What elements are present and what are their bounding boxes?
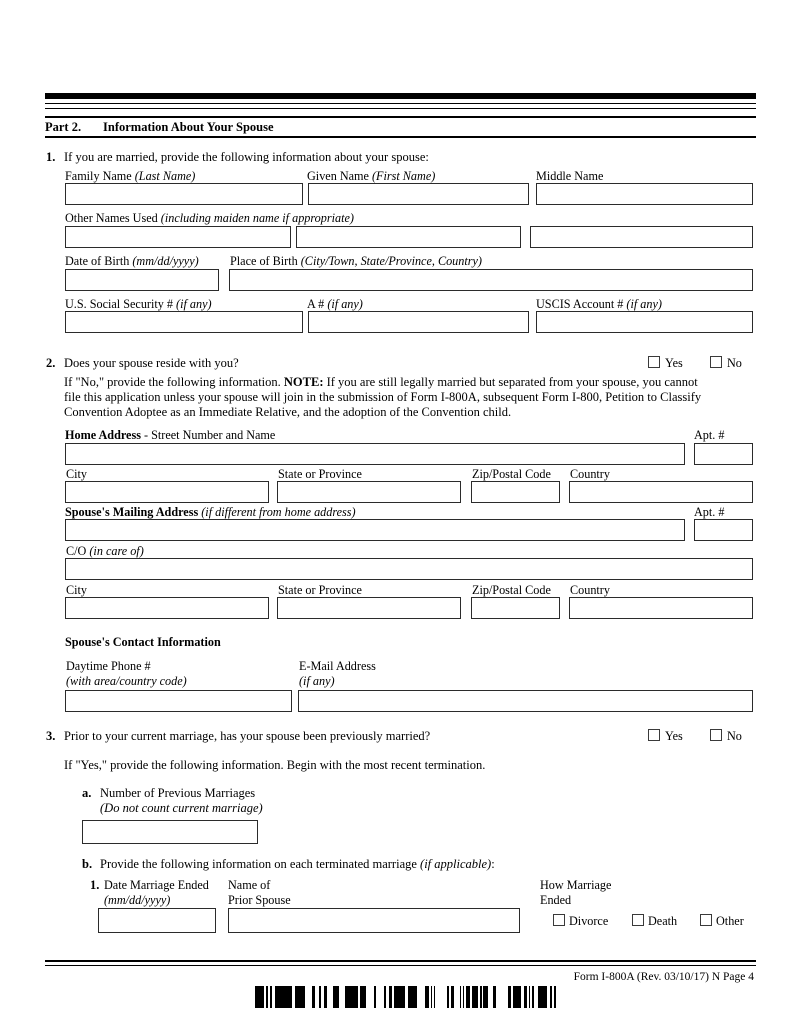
input-mailing-country[interactable] <box>569 597 753 619</box>
question-2-number: 2. <box>46 356 56 370</box>
input-home-country[interactable] <box>569 481 753 503</box>
checkbox-q3-yes[interactable] <box>648 729 660 741</box>
input-mailing-state[interactable] <box>277 597 461 619</box>
input-other-names-3[interactable] <box>530 226 753 248</box>
label-mailing-country: Country <box>570 583 610 597</box>
question-2-note-line-2: file this application unless your spouse will join in the submission of Form I-800A, subsequent Form I-800, Petition to Classify <box>64 390 702 404</box>
header-thin-rule-1 <box>45 103 756 104</box>
label-family-name-plain: Family Name <box>65 169 132 183</box>
input-a-number[interactable] <box>308 311 529 333</box>
label-q3-yes: Yes <box>665 729 683 743</box>
part-header <box>45 120 756 134</box>
input-uscis-account[interactable] <box>536 311 753 333</box>
question-3b-text-plain: Provide the following information on each terminated marriage <box>100 857 421 871</box>
input-other-names-2[interactable] <box>296 226 521 248</box>
label-mailing-address-bold: Spouse's Mailing Address <box>65 505 199 519</box>
part-number: Part 2. <box>45 120 82 134</box>
label-home-address-bold: Home Address <box>65 428 141 442</box>
label-ssn-italic: (if any) <box>176 297 212 311</box>
question-3-number: 3. <box>46 729 56 743</box>
footer-rule-bottom <box>45 965 756 966</box>
question-2-note-line-3: Convention Adoptee as an Immediate Relative, and the adoption of the Convention child. <box>64 405 512 419</box>
q2-note-bold: NOTE: <box>283 375 324 389</box>
input-home-apt[interactable] <box>694 443 753 465</box>
label-mailing-address <box>65 505 356 519</box>
label-home-zip: Zip/Postal Code <box>472 467 551 481</box>
input-given-name[interactable] <box>308 183 529 205</box>
footer-form-reference: Form I-800A (Rev. 03/10/17) N Page 4 <box>573 971 754 983</box>
label-date-of-birth-plain: Date of Birth <box>65 254 130 268</box>
label-place-of-birth-plain: Place of Birth <box>230 254 298 268</box>
label-daytime-phone-italic: (with area/country code) <box>66 674 187 688</box>
input-mailing-city[interactable] <box>65 597 269 619</box>
label-how-marriage: How Marriage <box>540 878 612 892</box>
label-ssn-plain: U.S. Social Security # <box>65 297 173 311</box>
checkbox-q3-no[interactable] <box>710 729 722 741</box>
question-3a-line-1: Number of Previous Marriages <box>100 786 256 800</box>
heading-spouse-contact: Spouse's Contact Information <box>65 635 221 649</box>
label-mailing-address-italic: (if different from home address) <box>201 505 356 519</box>
label-home-address <box>65 428 275 442</box>
input-date-marriage-ended[interactable] <box>98 908 216 933</box>
input-home-city[interactable] <box>65 481 269 503</box>
label-other: Other <box>716 914 744 928</box>
label-uscis-account-italic: (if any) <box>626 297 662 311</box>
label-home-country: Country <box>570 467 610 481</box>
question-3b-text <box>100 857 495 873</box>
input-daytime-phone[interactable] <box>65 690 292 712</box>
label-other-names-plain: Other Names Used <box>65 211 158 225</box>
label-q2-yes: Yes <box>665 356 683 370</box>
question-3-text: Prior to your current marriage, has your spouse been previously married? <box>64 729 431 743</box>
input-ssn[interactable] <box>65 311 303 333</box>
label-place-of-birth <box>230 254 482 268</box>
input-mailing-zip[interactable] <box>471 597 560 619</box>
input-number-previous-marriages[interactable] <box>82 820 258 844</box>
label-ssn <box>65 297 212 311</box>
input-home-street[interactable] <box>65 443 685 465</box>
label-other-names <box>65 211 354 225</box>
label-uscis-account-plain: USCIS Account # <box>536 297 624 311</box>
label-family-name <box>65 169 195 183</box>
label-care-of-plain: C/O <box>66 544 87 558</box>
label-name-of: Name of <box>228 878 271 892</box>
question-3-instruction: If "Yes," provide the following information. Begin with the most recent termination. <box>64 758 486 772</box>
label-email-address-italic: (if any) <box>299 674 335 688</box>
question-3b-text-tail: : <box>491 857 495 871</box>
input-email-address[interactable] <box>298 690 753 712</box>
label-q2-no: No <box>727 356 742 370</box>
input-other-names-1[interactable] <box>65 226 291 248</box>
question-3a-line-2: (Do not count current marriage) <box>100 801 263 815</box>
input-mailing-apt[interactable] <box>694 519 753 541</box>
label-home-state: State or Province <box>278 467 362 481</box>
label-death: Death <box>648 914 678 928</box>
label-home-city: City <box>66 467 87 481</box>
label-date-marriage-ended-format: (mm/dd/yyyy) <box>104 893 171 907</box>
label-date-of-birth <box>65 254 199 268</box>
label-date-of-birth-italic: (mm/dd/yyyy) <box>132 254 199 268</box>
label-daytime-phone: Daytime Phone # <box>66 659 151 673</box>
form-barcode <box>255 986 557 1008</box>
input-date-of-birth[interactable] <box>65 269 219 291</box>
question-3b-letter: b. <box>82 857 93 871</box>
label-place-of-birth-italic: (City/Town, State/Province, Country) <box>300 254 482 268</box>
label-uscis-account <box>536 297 662 311</box>
label-mailing-city: City <box>66 583 87 597</box>
question-3b-row-number: 1. <box>90 878 100 892</box>
label-a-number <box>307 297 363 311</box>
input-home-state[interactable] <box>277 481 461 503</box>
label-ended: Ended <box>540 893 572 907</box>
label-care-of-italic: (in care of) <box>89 544 144 558</box>
question-3a-letter: a. <box>82 786 92 800</box>
label-middle-name: Middle Name <box>536 169 604 183</box>
input-place-of-birth[interactable] <box>229 269 753 291</box>
question-1-text: If you are married, provide the following information about your spouse: <box>64 150 429 164</box>
input-home-zip[interactable] <box>471 481 560 503</box>
part-bottom-rule <box>45 136 756 138</box>
label-q3-no: No <box>727 729 742 743</box>
label-home-address-rest: - Street Number and Name <box>140 428 276 442</box>
input-middle-name[interactable] <box>536 183 753 205</box>
question-2-note-line-1 <box>64 375 764 391</box>
label-mailing-apt: Apt. # <box>694 505 725 519</box>
checkbox-q2-no[interactable] <box>710 356 722 368</box>
label-a-number-plain: A # <box>307 297 325 311</box>
input-prior-spouse-name[interactable] <box>228 908 520 933</box>
header-thin-rule-2 <box>45 108 756 109</box>
label-given-name-plain: Given Name <box>307 169 369 183</box>
part-top-rule <box>45 116 756 118</box>
label-mailing-zip: Zip/Postal Code <box>472 583 551 597</box>
part-title: Information About Your Spouse <box>103 120 274 134</box>
label-mailing-state: State or Province <box>278 583 362 597</box>
input-care-of[interactable] <box>65 558 753 580</box>
label-prior-spouse: Prior Spouse <box>228 893 291 907</box>
label-given-name-italic: (First Name) <box>371 169 436 183</box>
input-mailing-street[interactable] <box>65 519 685 541</box>
label-family-name-italic: (Last Name) <box>134 169 196 183</box>
label-date-marriage-ended: Date Marriage Ended <box>104 878 209 892</box>
label-email-address: E-Mail Address <box>299 659 376 673</box>
label-given-name <box>307 169 435 183</box>
checkbox-divorce[interactable] <box>553 914 565 926</box>
label-other-names-italic: (including maiden name if appropriate) <box>160 211 354 225</box>
q2-note-a: If "No," provide the following information. <box>64 375 284 389</box>
q2-note-c: If you are still legally married but separated from your spouse, you cannot <box>323 375 698 389</box>
checkbox-other[interactable] <box>700 914 712 926</box>
label-care-of <box>66 544 144 558</box>
header-thick-rule <box>45 93 756 99</box>
question-3b-text-italic: (if applicable) <box>420 857 492 871</box>
checkbox-death[interactable] <box>632 914 644 926</box>
input-family-name[interactable] <box>65 183 303 205</box>
checkbox-q2-yes[interactable] <box>648 356 660 368</box>
label-divorce: Divorce <box>569 914 609 928</box>
question-2-text: Does your spouse reside with you? <box>64 356 239 370</box>
footer-rule-top <box>45 960 756 962</box>
question-1-number: 1. <box>46 150 56 164</box>
label-home-apt: Apt. # <box>694 428 725 442</box>
label-a-number-italic: (if any) <box>327 297 363 311</box>
